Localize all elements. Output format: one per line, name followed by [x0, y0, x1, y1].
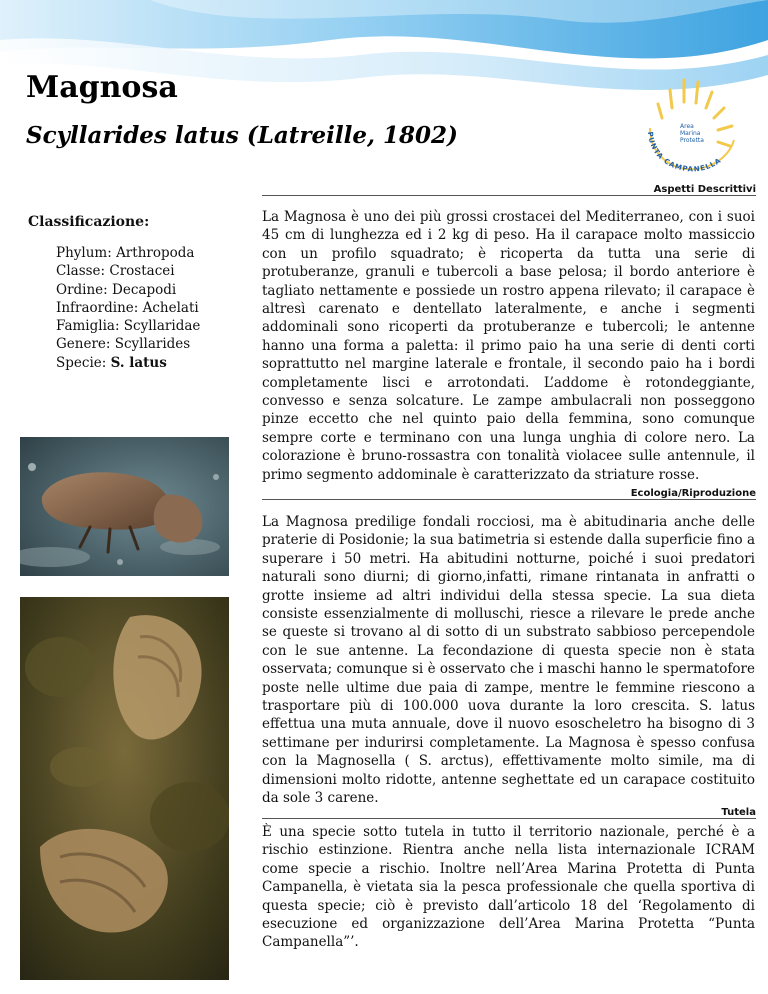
paragraph-tutela: È una specie sotto tutela in tutto il territorio nazionale, perché è a rischio estinzione. Rientra anche nella lista internazionale ICRAM come specie a rischio. Inoltre nell’Area Marina Protetta di Punta Campanella, è vietata sia la pesca professionale che quella sportiva di questa specie; ciò è previsto dall’articolo 18 del ‘Regolamento di esecuzione ed organizzazione dell’Area Marina Protetta “Punta Campanella”’. — [262, 824, 755, 951]
section-divider-descrittivi — [262, 183, 756, 196]
classification-list — [56, 244, 200, 372]
classification-item: Genere: Scyllarides — [56, 336, 191, 353]
page-title: Magnosa — [26, 70, 178, 105]
classification-item: Specie: S. latus — [56, 354, 167, 371]
classification-item: Classe: Crostacei — [56, 263, 175, 280]
section-label: Aspetti Descrittivi — [653, 184, 756, 195]
logo-ring-text: PUNTA CAMPANELLA — [645, 131, 723, 174]
section-label: Ecologia/Riproduzione — [630, 488, 756, 499]
section-label: Tutela — [721, 807, 756, 818]
section-divider-ecologia — [262, 487, 756, 500]
classification-item: Infraordine: Achelati — [56, 299, 199, 316]
logo-text-line: Protetta — [680, 137, 704, 144]
species-scientific-name: Scyllarides latus (Latreille, 1802) — [26, 122, 458, 149]
photo-magnosa-rocks — [20, 597, 229, 980]
classification-heading: Classificazione: — [28, 214, 150, 230]
classification-item: Famiglia: Scyllaridae — [56, 318, 201, 335]
area-marina-protetta-logo — [640, 70, 740, 180]
paragraph-ecologia-riproduzione: La Magnosa predilige fondali rocciosi, ma è abitudinaria anche delle praterie di Posidonie; la sua batimetria si estende dalla superficie fino a superare i 50 metri. Ha abitudini notturne, poiché i suoi predatori naturali sono diurni; di giorno,infatti, rimane rintanata in anfratti o grotte insieme ad altri individui della stessa specie. La sua dieta consiste essenzialmente di molluschi, riesce a rilevare le prede anche se queste si trovano al di sotto di un substrato sabbioso percependole con le sue antenne. La fecondazione di questa specie non è stata osservata; comunque si è osservato che i maschi hanno le spermatofore poste nelle ultime due paia di zampe, mentre le femmine riescono a trasportare più di 100.000 uova durante la loro crescita. S. latus effettua una muta annuale, dove il nuovo esoscheletro ha bisogno di 3 settimane per indurirsi completamente. La Magnosa è spesso confusa con la Magnosella ( S. arctus), effettivamente molto simile, ma di dimensioni molto ridotte, antenne seghettate ed un carapace costituito da sole 3 carene. — [262, 514, 755, 807]
logo-text-line: Area — [680, 123, 694, 130]
classification-item: Ordine: Decapodi — [56, 281, 177, 298]
classification-item: Phylum: Arthropoda — [56, 245, 195, 261]
logo-text-line: Marina — [680, 130, 701, 137]
photo-magnosa-seabed — [20, 437, 229, 576]
paragraph-aspetti-descrittivi: La Magnosa è uno dei più grossi crostacei del Mediterraneo, con i suoi 45 cm di lunghezza ed i 2 kg di peso. Ha il carapace molto massiccio con un profilo squadrato; è ricoperta da tutta una serie di protuberanze, granuli e tubercoli a base pelosa; il bordo anteriore è tagliato nettamente e possiede un rostro appena rilevato; il carapace è altresì carenato e dentellato lateralmente, e anche i segmenti addominali sono ricoperti da protuberanze e tubercoli; le antenne hanno una forma a paletta: il primo paio ha una serie di denti corti soprattutto nel margine laterale e frontale, il secondo paio ha i bordi completamente lisci e arrotondati. L’addome è rotondeggiante, convesso e senza solcature. Le zampe ambulacrali non posseggono pinze eccetto che nel quinto paio della femmina, sono comunque sempre corte e terminano con una lunga unghia di colore nero. La colorazione è bruno-rossastra con tonalità violacee sulle antennule, il primo segmento addominale è caratterizzato da striature rosse. — [262, 209, 755, 483]
section-divider-tutela — [262, 806, 756, 819]
